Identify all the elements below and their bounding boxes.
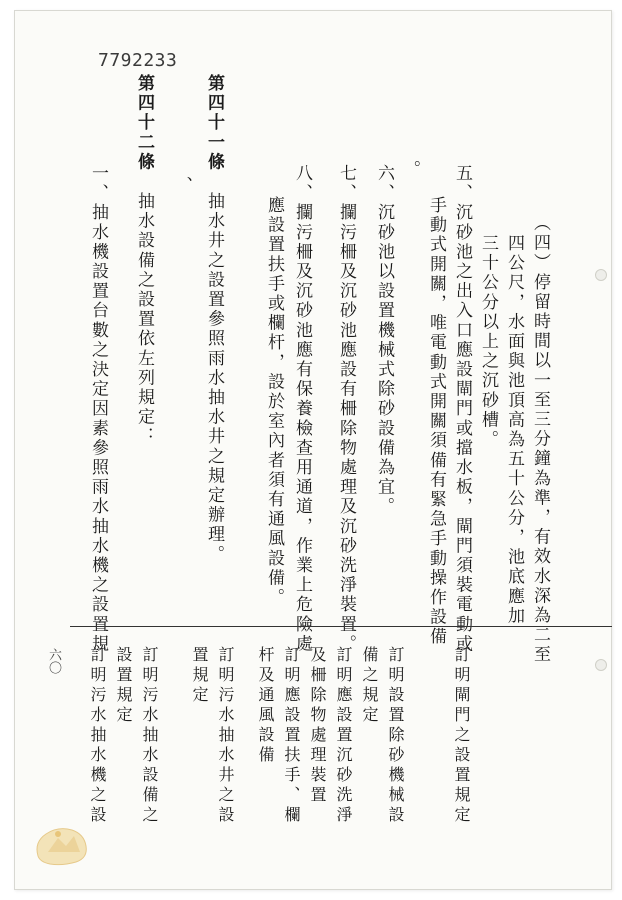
body-column: 四公尺，水面與池頂高為五十公分，池底應加 bbox=[504, 234, 524, 626]
body-column: 抽水井之設置參照雨水抽水井之規定辦理。 bbox=[204, 192, 224, 565]
margin-note: 設置規定 bbox=[114, 646, 133, 726]
binding-hole bbox=[595, 269, 607, 281]
margin-note: 訂明設置除砂機械設 bbox=[386, 646, 405, 826]
margin-note: 訂明污水抽水井之設 bbox=[216, 646, 235, 826]
article-heading: 第四十一條 bbox=[204, 74, 224, 172]
binding-hole bbox=[595, 659, 607, 671]
body-column: 六、沉砂池以設置機械式除砂設備為宜。 bbox=[374, 164, 394, 517]
body-column: 。 bbox=[400, 160, 420, 180]
body-column: 七、攔污柵及沉砂池應設有柵除物處理及沉砂洗淨裝置。 bbox=[336, 164, 356, 654]
body-column: 手動式開關，唯電動式開關須備有緊急手動操作設備 bbox=[426, 196, 446, 647]
margin-note: 杆及通風設備 bbox=[256, 646, 275, 766]
body-column: （四）停留時間以一至三分鐘為準，有效水深為二至 bbox=[530, 214, 550, 665]
body-column: 五、沉砂池之出入口應設閘門或擋水板，閘門須裝電動或 bbox=[452, 164, 472, 654]
body-column: 八、攔污柵及沉砂池應有保養檢查用通道，作業上危險處 bbox=[292, 164, 312, 654]
margin-note: 訂明閘門之設置規定 bbox=[452, 646, 471, 826]
margin-note: 訂明污水抽水設備之 bbox=[140, 646, 159, 826]
body-column: 、 bbox=[172, 176, 192, 196]
margin-note: 及柵除物處理裝置 bbox=[308, 646, 327, 806]
page-number: 六〇 bbox=[46, 648, 61, 674]
margin-note: 訂明污水抽水機之設 bbox=[88, 646, 107, 826]
body-column: 應設置扶手或欄杆，設於室內者須有通風設備。 bbox=[264, 196, 284, 608]
margin-note: 訂明應設置沉砂洗淨 bbox=[334, 646, 353, 826]
margin-note: 訂明應設置扶手、欄 bbox=[282, 646, 301, 826]
document-id-number: 7792233 bbox=[98, 50, 178, 71]
margin-note: 備之規定 bbox=[360, 646, 379, 726]
archive-logo-icon bbox=[28, 812, 96, 870]
section-divider bbox=[70, 626, 612, 627]
margin-note: 置規定 bbox=[190, 646, 209, 706]
body-column: 三十公分以上之沉砂槽。 bbox=[478, 234, 498, 450]
body-column: 抽水設備之設置依左列規定： bbox=[134, 192, 154, 447]
body-column: 一、抽水機設置台數之決定因素參照雨水抽水機之設置規 bbox=[88, 164, 108, 654]
article-heading: 第四十二條 bbox=[134, 74, 154, 172]
